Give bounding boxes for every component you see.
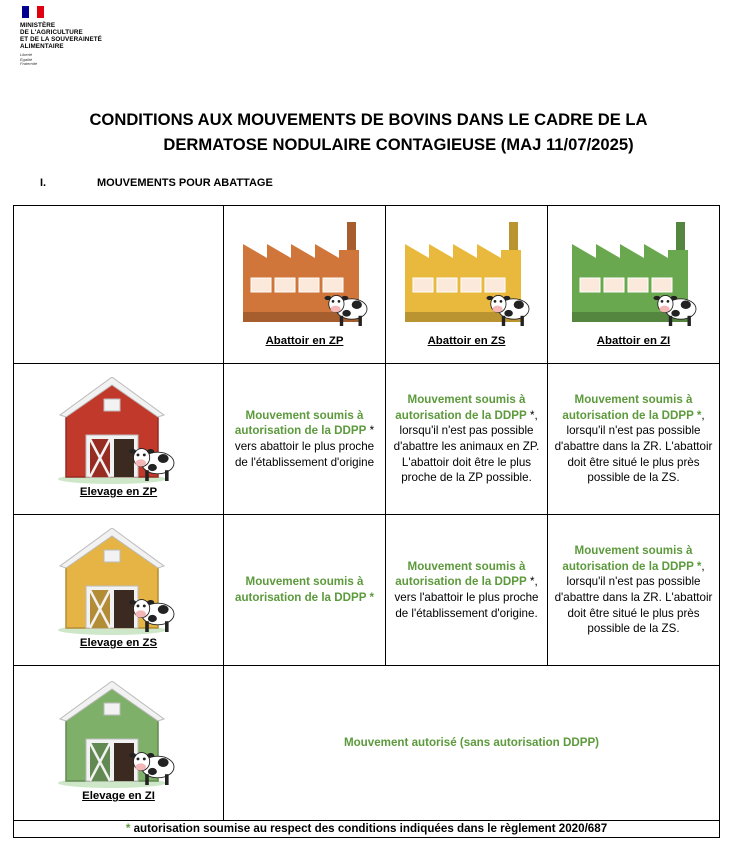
table-row xyxy=(14,515,720,666)
elevage-zi-cell: Elevage en ZI xyxy=(14,666,224,821)
abattoir-zs-cell: Abattoir en ZS xyxy=(386,206,548,364)
document-title: CONDITIONS AUX MOUVEMENTS DE BOVINS DANS LE CADRE DE LA DERMATOSE NODULAIRE CONTAGIEUSE (MAJ 11/07/2025) xyxy=(89,110,648,154)
factory-window xyxy=(251,278,271,292)
factory-chimney xyxy=(509,222,518,252)
republic-motto: Liberté Égalité Fraternité xyxy=(20,52,38,67)
factory-window xyxy=(299,278,319,292)
factory-chimney xyxy=(676,222,685,252)
empty-corner-cell xyxy=(14,206,224,364)
factory-icon xyxy=(235,220,375,332)
barn-window xyxy=(104,399,120,411)
condition-cell: Mouvement soumis à autorisation de la DDPP *, lorsqu'il n'est pas possible d'abattre les animaux en ZP. L'abattoir doit être le plus proche de la ZP possible. xyxy=(386,364,548,515)
factory-icon xyxy=(397,220,537,332)
condition-cell-merged: Mouvement autorisé (sans autorisation DDPP) xyxy=(224,666,720,821)
ministry-logo xyxy=(20,6,140,67)
barn-door-opening xyxy=(114,439,134,477)
factory-window xyxy=(413,278,433,292)
barn-window xyxy=(104,703,120,715)
factory-window xyxy=(652,278,672,292)
elevage-zs-cell: Elevage en ZS xyxy=(14,515,224,666)
condition-cell: Mouvement soumis à autorisation de la DDPP * xyxy=(224,515,386,666)
abattoir-zi-cell: Abattoir en ZI xyxy=(548,206,720,364)
header-row xyxy=(14,206,720,364)
ministry-name: MINISTÈRE DE L'AGRICULTURE ET DE LA SOUVERAINETÉ ALIMENTAIRE xyxy=(20,22,102,50)
condition-cell: Mouvement soumis à autorisation de la DDPP *, lorsqu'il n'est pas possible d'abattre dans la ZR. L'abattoir doit être situé le plus près possible de la ZS. xyxy=(548,515,720,666)
factory-window xyxy=(437,278,457,292)
movement-table xyxy=(13,205,720,838)
barn-door-opening xyxy=(114,743,134,781)
barn-window xyxy=(104,550,120,562)
factory-window xyxy=(485,278,505,292)
table-row xyxy=(14,364,720,515)
french-flag-icon xyxy=(22,6,44,18)
condition-cell: Mouvement soumis à autorisation de la DDPP * vers abattoir le plus proche de l'établissement d'origine xyxy=(224,364,386,515)
barn-icon xyxy=(54,528,184,636)
factory-window xyxy=(604,278,624,292)
factory-window xyxy=(461,278,481,292)
factory-window xyxy=(580,278,600,292)
factory-window xyxy=(275,278,295,292)
condition-cell: Mouvement soumis à autorisation de la DDPP *, vers l'abattoir le plus proche de l'établissement d'origine. xyxy=(386,515,548,666)
section-heading: I. MOUVEMENTS POUR ABATTAGE xyxy=(40,177,273,189)
footnote-row xyxy=(14,821,720,838)
table-row xyxy=(14,666,720,821)
factory-chimney xyxy=(347,222,356,252)
condition-cell: Mouvement soumis à autorisation de la DDPP *, lorsqu'il n'est pas possible d'abattre dans la ZR. L'abattoir doit être situé le plus près possible de la ZS. xyxy=(548,364,720,515)
factory-window xyxy=(628,278,648,292)
barn-door-opening xyxy=(114,590,134,628)
footnote: * autorisation soumise au respect des conditions indiquées dans le règlement 2020/687 xyxy=(14,821,720,838)
elevage-zp-cell: Elevage en ZP xyxy=(14,364,224,515)
factory-window xyxy=(323,278,343,292)
factory-icon xyxy=(564,220,704,332)
abattoir-zp-cell: Abattoir en ZP xyxy=(224,206,386,364)
barn-icon xyxy=(54,681,184,789)
barn-icon xyxy=(54,377,184,485)
